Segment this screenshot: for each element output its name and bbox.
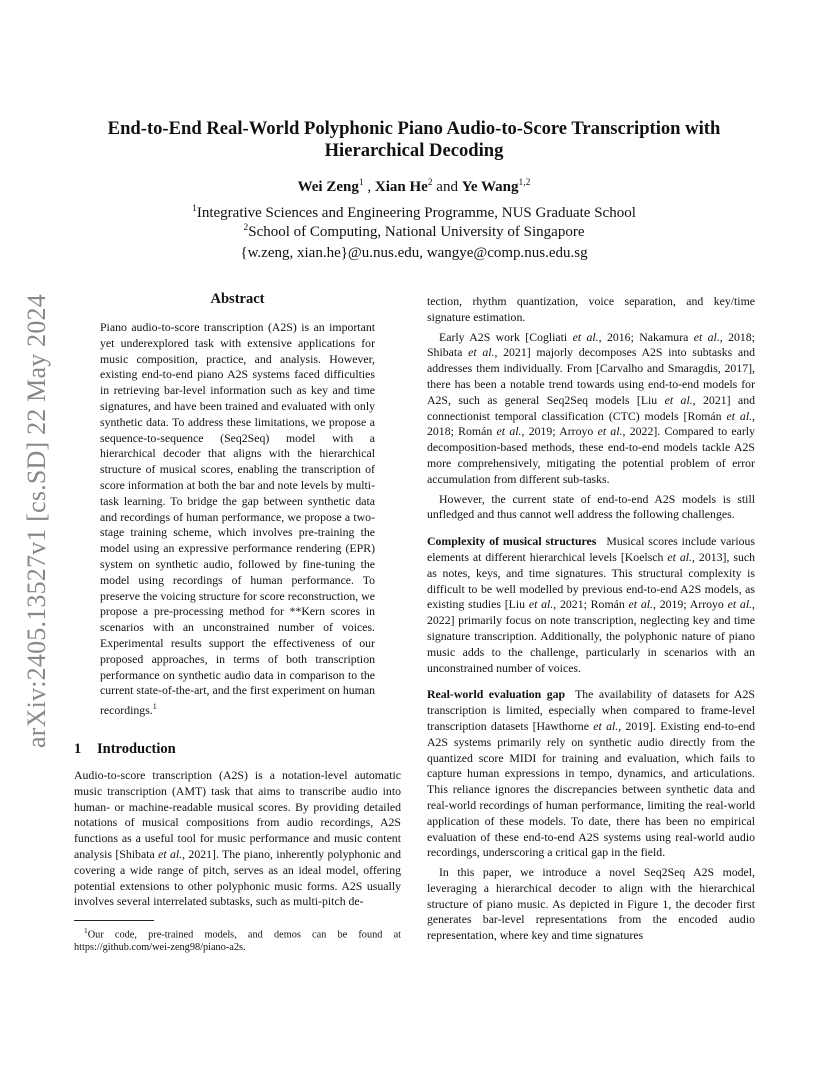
author-separator: ,	[363, 179, 375, 195]
text-run: et al.	[528, 597, 554, 612]
author-name: Wei Zeng	[297, 179, 359, 195]
text-run: et al.	[593, 718, 619, 733]
text-run: , 2019]. Existing end-to-end A2S systems primarily rely on synthetic audio directly from the quantized score MIDI for training and evaluation, which fails to capture human expressions in tempo, dynamics, and articulations. This reliance ignores the discrepancies between synthetic data and real-world recordings of human performance, limiting the real-world application of these models. To date, there has been no empirical evaluation of these end-to-end A2S systems using real-world audio recordings, underscoring a critical gap in the field.	[427, 718, 755, 860]
text-run: et al.	[496, 424, 522, 439]
arxiv-stamp: arXiv:2405.13527v1 [cs.SD] 22 May 2024	[22, 294, 51, 748]
text-run: et al.	[158, 846, 183, 861]
author-emails: {w.zeng, xian.he}@u.nus.edu, wangye@comp.nus.edu.sg	[240, 245, 588, 261]
author-affil-mark: 1,2	[518, 178, 531, 188]
text-run: Musical scores include various elements at different hierarchical levels [Koelsch	[427, 534, 755, 564]
paragraph	[427, 687, 755, 861]
title-line-1: End-to-End Real-World Polyphonic Piano Audio-to-Score Transcription with	[107, 118, 721, 139]
paragraph: tection, rhythm quantization, voice separation, and key/time signature estimation.	[427, 294, 755, 324]
paragraph: In this paper, we introduce a novel Seq2Seq A2S model, leveraging a hierarchical decoder to align with the hierarchical structure of piano music. As depicted in Figure 1, the decoder first generates bar-level representations from the encoded audio representation, where key and time signatures	[427, 865, 755, 943]
text-run: , 2019; Arroyo	[652, 597, 728, 612]
text-run: et al.	[468, 345, 495, 360]
text-run: et al.	[628, 597, 653, 612]
section-title: Introduction	[97, 741, 176, 757]
author-list	[74, 178, 754, 196]
text-run: , 2022]. Compared to early decomposition-based methods, these end-to-end models tackle A2S more comprehensively, mitigating the potential problem of error accumulation from different sub-tasks.	[427, 424, 755, 486]
text-run: et al.	[727, 597, 753, 612]
text-run: Early A2S work [Cogliati	[439, 329, 573, 344]
section-number: 1	[74, 741, 82, 757]
affiliation	[74, 223, 754, 241]
text-run: et al.	[667, 549, 693, 564]
text-run: , 2018; Shibata	[427, 329, 755, 360]
text-run: et al.	[572, 329, 599, 344]
text-run: , 2013], such as notes, keys, and time signatures. This structural complexity is difficult to be well modelled by previous end-to-end A2S models, as existing studies [Liu	[427, 549, 755, 612]
text-run: , 2018; Román	[427, 408, 755, 439]
text-run: et al.	[597, 424, 623, 439]
footnote-mark: 1	[84, 926, 88, 935]
paragraph: However, the current state of end-to-end A2S models is still unfledged and thus cannot well address the following challenges.	[427, 491, 755, 522]
paper-title	[74, 118, 754, 162]
author-separator: and	[432, 179, 462, 195]
paragraph	[427, 330, 755, 488]
affiliation	[74, 204, 754, 222]
text-run: , 2016; Nakamura	[598, 329, 694, 344]
author-name: Ye Wang	[461, 179, 519, 195]
affiliation-mark: 2	[243, 223, 249, 233]
author-affil-mark: 2	[427, 178, 433, 188]
footnote	[74, 924, 401, 954]
text-run: The availability of datasets for A2S transcription is limited, especially when compared to frame-level transcription datasets [Hawthorne	[427, 687, 755, 733]
text-run: , 2021] and connectionist temporal classification (CTC) models [Román	[427, 392, 755, 423]
affiliation-text: School of Computing, National University of Singapore	[248, 224, 585, 240]
text-run: et al.	[726, 408, 753, 423]
text-run: , 2022] primarily focus on note transcription, neglecting key and time signature transcription. Additionally, the polyphonic nature of piano music adds to the challenge, particularly in scenarios with an unconstrained number of voices.	[427, 597, 755, 675]
abstract-heading: Abstract	[210, 291, 265, 307]
right-column	[427, 294, 755, 944]
author-name: Xian He	[374, 179, 428, 195]
text-run: , 2019; Arroyo	[521, 424, 598, 439]
paragraph-heading: Real-world evaluation gap	[427, 687, 566, 702]
title-line-2: Hierarchical Decoding	[324, 140, 504, 161]
footnote-text: Our code, pre-trained models, and demos can be found at https://github.com/wei-zeng98/piano-a2s.	[74, 929, 401, 954]
section-heading-introduction	[74, 741, 176, 758]
affiliation-text: Integrative Sciences and Engineering Programme, NUS Graduate School	[196, 205, 636, 221]
abstract-body	[100, 320, 375, 719]
text-run: , 2021; Román	[553, 597, 629, 612]
affiliation-mark: 1	[192, 204, 197, 214]
footnote-ref: 1	[152, 702, 157, 712]
text-run: et al.	[693, 329, 720, 344]
author-affil-mark: 1	[358, 178, 364, 188]
text-run: , 2021] majorly decomposes A2S into subtasks and addresses them individually. From [Carvalho and Smaragdis, 2017], there has been a notable trend towards using end-to-end models for A2S, such as general Seq2Seq models [Liu	[427, 345, 755, 407]
text-run: , 2021]. The piano, inherently polyphonic and covering a wide range of pitch, serves as an ideal model, offering potential extensions to other polyphonic music forms. A2S usually involves several interrelated subtasks, such as multi-pitch de-	[74, 846, 401, 909]
footnote-rule	[74, 920, 154, 921]
text-run: et al.	[664, 392, 693, 407]
paragraph	[427, 534, 755, 676]
text-run: Audio-to-score transcription (A2S) is a notation-level automatic music transcription (AMT) task that aims to transcribe audio into human- or machine-readable musical scores. By providing detailed notations of musical compositions from audio recordings, A2S functions as a useful tool for music performance and music content analysis [Shibata	[74, 768, 401, 861]
intro-paragraph	[74, 768, 401, 910]
paragraph-heading: Complexity of musical structures	[427, 534, 597, 549]
abstract-text: Piano audio-to-score transcription (A2S) is an important yet underexplored task with extensive applications for music composition, practice, and analysis. However, existing end-to-end piano A2S systems faced difficulties in retrieving bar-level information such as key and time signatures, and have been trained and evaluated with only synthetic data. To address these limitations, we propose a sequence-to-sequence (Seq2Seq) model with a hierarchical decoder that aligns with the hierarchical structure of musical scores, enabling the transcription of score information at both the bar and note levels by multi-task learning. To bridge the gap between synthetic data and recordings of human performance, we propose a two-stage training scheme, which involves pre-training the model using an expressive performance rendering (EPR) system on synthetic audio, followed by fine-tuning the model using recordings of human performance. To preserve the voicing structure for score reconstruction, we propose a pre-processing method for **Kern scores in scenarios with an unconstrained number of voices. Experimental results support the effectiveness of our proposed approaches, in terms of both transcription performance on synthetic audio data in comparison to the current state-of-the-art, and the first experiment on human recordings.	[100, 320, 375, 718]
